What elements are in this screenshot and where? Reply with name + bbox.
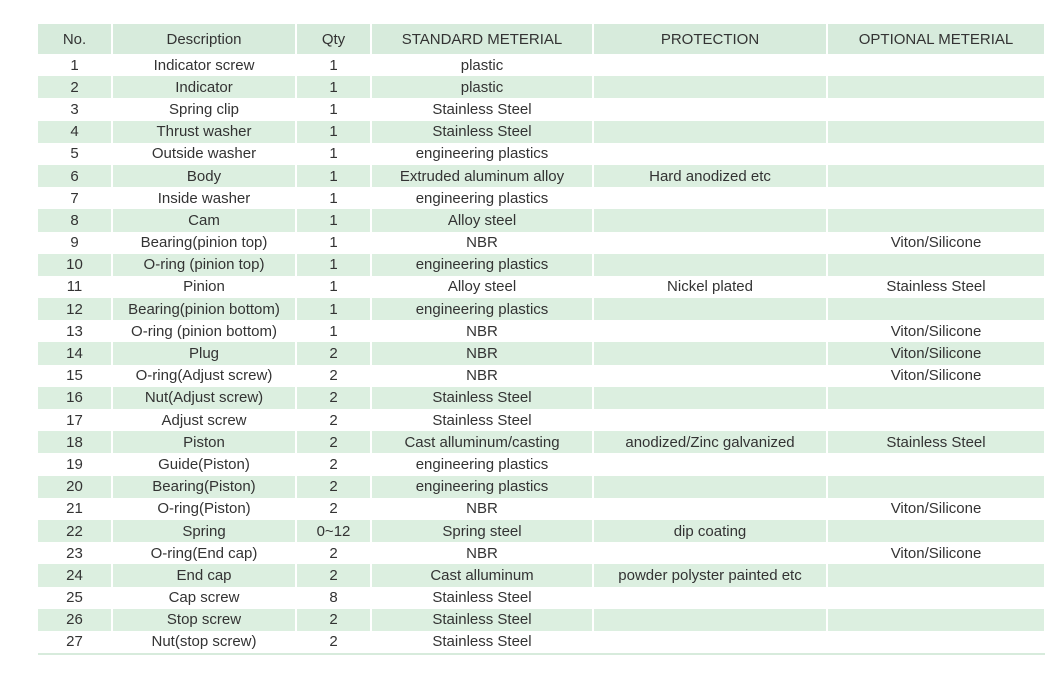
cell-qty: 1 [296, 232, 371, 254]
cell-optional-material [827, 453, 1045, 475]
table-row [38, 165, 1045, 187]
cell-protection: Hard anodized etc [593, 165, 827, 187]
table-row [38, 320, 1045, 342]
cell-qty: 2 [296, 631, 371, 654]
header-standard-material: STANDARD METERIAL [371, 24, 593, 54]
cell-optional-material: Stainless Steel [827, 431, 1045, 453]
cell-no: 15 [38, 365, 112, 387]
cell-standard-material: NBR [371, 542, 593, 564]
cell-protection [593, 76, 827, 98]
table-row [38, 365, 1045, 387]
cell-qty: 1 [296, 298, 371, 320]
cell-qty: 2 [296, 409, 371, 431]
cell-qty: 2 [296, 542, 371, 564]
header-row [38, 24, 1045, 54]
cell-no: 19 [38, 453, 112, 475]
table-row [38, 209, 1045, 231]
table-row [38, 609, 1045, 631]
table-row [38, 520, 1045, 542]
table-row [38, 143, 1045, 165]
cell-qty: 2 [296, 564, 371, 586]
cell-protection: powder polyster painted etc [593, 564, 827, 586]
cell-description: Indicator [112, 76, 296, 98]
cell-standard-material: engineering plastics [371, 476, 593, 498]
cell-optional-material [827, 76, 1045, 98]
cell-qty: 1 [296, 76, 371, 98]
cell-qty: 2 [296, 365, 371, 387]
cell-no: 2 [38, 76, 112, 98]
cell-no: 5 [38, 143, 112, 165]
cell-standard-material: Stainless Steel [371, 387, 593, 409]
cell-optional-material [827, 387, 1045, 409]
cell-qty: 2 [296, 387, 371, 409]
cell-description: Thrust washer [112, 121, 296, 143]
cell-qty: 8 [296, 587, 371, 609]
table-row [38, 431, 1045, 453]
cell-standard-material: Stainless Steel [371, 587, 593, 609]
cell-optional-material [827, 254, 1045, 276]
cell-qty: 2 [296, 476, 371, 498]
cell-no: 27 [38, 631, 112, 654]
cell-no: 18 [38, 431, 112, 453]
cell-standard-material: engineering plastics [371, 187, 593, 209]
cell-no: 7 [38, 187, 112, 209]
cell-standard-material: Spring steel [371, 520, 593, 542]
cell-protection [593, 409, 827, 431]
cell-optional-material: Viton/Silicone [827, 320, 1045, 342]
cell-standard-material: engineering plastics [371, 254, 593, 276]
cell-standard-material: engineering plastics [371, 143, 593, 165]
cell-description: O-ring (pinion top) [112, 254, 296, 276]
cell-protection [593, 320, 827, 342]
cell-qty: 2 [296, 431, 371, 453]
cell-standard-material: NBR [371, 365, 593, 387]
cell-standard-material: engineering plastics [371, 298, 593, 320]
cell-standard-material: Alloy steel [371, 209, 593, 231]
table-row [38, 76, 1045, 98]
cell-optional-material [827, 98, 1045, 120]
cell-standard-material: Extruded aluminum alloy [371, 165, 593, 187]
cell-protection: dip coating [593, 520, 827, 542]
cell-description: Guide(Piston) [112, 453, 296, 475]
cell-description: O-ring(Adjust screw) [112, 365, 296, 387]
cell-optional-material: Viton/Silicone [827, 542, 1045, 564]
cell-protection [593, 187, 827, 209]
cell-standard-material: NBR [371, 342, 593, 364]
cell-qty: 1 [296, 54, 371, 76]
cell-no: 1 [38, 54, 112, 76]
cell-optional-material [827, 298, 1045, 320]
cell-protection: anodized/Zinc galvanized [593, 431, 827, 453]
cell-protection [593, 498, 827, 520]
cell-no: 13 [38, 320, 112, 342]
cell-description: Bearing(pinion bottom) [112, 298, 296, 320]
cell-qty: 1 [296, 187, 371, 209]
cell-protection [593, 121, 827, 143]
cell-qty: 0~12 [296, 520, 371, 542]
cell-qty: 1 [296, 320, 371, 342]
table-row [38, 476, 1045, 498]
cell-qty: 2 [296, 453, 371, 475]
cell-description: Plug [112, 342, 296, 364]
table-row [38, 232, 1045, 254]
cell-description: Outside washer [112, 143, 296, 165]
cell-protection [593, 54, 827, 76]
cell-description: Nut(stop screw) [112, 631, 296, 654]
cell-description: Bearing(pinion top) [112, 232, 296, 254]
table-row [38, 54, 1045, 76]
table-row [38, 453, 1045, 475]
cell-description: Cam [112, 209, 296, 231]
cell-description: Indicator screw [112, 54, 296, 76]
cell-optional-material [827, 409, 1045, 431]
cell-description: Body [112, 165, 296, 187]
cell-standard-material: NBR [371, 498, 593, 520]
cell-description: Piston [112, 431, 296, 453]
cell-qty: 1 [296, 98, 371, 120]
cell-qty: 2 [296, 342, 371, 364]
cell-standard-material: plastic [371, 54, 593, 76]
table-row [38, 187, 1045, 209]
cell-description: Stop screw [112, 609, 296, 631]
cell-standard-material: plastic [371, 76, 593, 98]
cell-protection: Nickel plated [593, 276, 827, 298]
header-protection: PROTECTION [593, 24, 827, 54]
cell-no: 12 [38, 298, 112, 320]
cell-standard-material: Cast alluminum [371, 564, 593, 586]
cell-optional-material [827, 187, 1045, 209]
cell-optional-material: Viton/Silicone [827, 498, 1045, 520]
cell-qty: 1 [296, 165, 371, 187]
header-qty: Qty [296, 24, 371, 54]
cell-no: 3 [38, 98, 112, 120]
table-row [38, 564, 1045, 586]
cell-description: O-ring (pinion bottom) [112, 320, 296, 342]
table-row [38, 631, 1045, 654]
cell-protection [593, 609, 827, 631]
cell-protection [593, 143, 827, 165]
cell-standard-material: NBR [371, 320, 593, 342]
cell-protection [593, 453, 827, 475]
table-row [38, 409, 1045, 431]
cell-optional-material: Viton/Silicone [827, 365, 1045, 387]
table-row [38, 254, 1045, 276]
cell-qty: 1 [296, 276, 371, 298]
cell-description: O-ring(Piston) [112, 498, 296, 520]
cell-qty: 1 [296, 143, 371, 165]
cell-optional-material [827, 520, 1045, 542]
cell-optional-material [827, 54, 1045, 76]
cell-standard-material: Stainless Steel [371, 121, 593, 143]
cell-description: Cap screw [112, 587, 296, 609]
cell-optional-material [827, 209, 1045, 231]
cell-description: Bearing(Piston) [112, 476, 296, 498]
cell-description: O-ring(End cap) [112, 542, 296, 564]
cell-protection [593, 98, 827, 120]
cell-optional-material [827, 165, 1045, 187]
cell-protection [593, 631, 827, 654]
cell-no: 23 [38, 542, 112, 564]
cell-standard-material: Stainless Steel [371, 631, 593, 654]
cell-standard-material: Cast alluminum/casting [371, 431, 593, 453]
cell-optional-material: Stainless Steel [827, 276, 1045, 298]
header-no: No. [38, 24, 112, 54]
cell-no: 21 [38, 498, 112, 520]
table-row [38, 342, 1045, 364]
cell-no: 25 [38, 587, 112, 609]
cell-protection [593, 232, 827, 254]
cell-qty: 1 [296, 209, 371, 231]
parts-list-sheet [38, 24, 1045, 655]
cell-qty: 2 [296, 498, 371, 520]
cell-no: 20 [38, 476, 112, 498]
cell-protection [593, 387, 827, 409]
cell-description: Pinion [112, 276, 296, 298]
cell-protection [593, 209, 827, 231]
cell-no: 22 [38, 520, 112, 542]
cell-optional-material [827, 476, 1045, 498]
cell-optional-material [827, 631, 1045, 654]
cell-no: 8 [38, 209, 112, 231]
cell-no: 11 [38, 276, 112, 298]
parts-table-body [38, 54, 1045, 654]
cell-description: Adjust screw [112, 409, 296, 431]
cell-protection [593, 254, 827, 276]
cell-description: Spring [112, 520, 296, 542]
cell-qty: 1 [296, 121, 371, 143]
cell-optional-material [827, 121, 1045, 143]
table-row [38, 387, 1045, 409]
table-row [38, 98, 1045, 120]
cell-optional-material [827, 564, 1045, 586]
cell-no: 9 [38, 232, 112, 254]
cell-no: 17 [38, 409, 112, 431]
cell-standard-material: Alloy steel [371, 276, 593, 298]
cell-protection [593, 298, 827, 320]
cell-no: 10 [38, 254, 112, 276]
table-row [38, 498, 1045, 520]
cell-no: 24 [38, 564, 112, 586]
cell-qty: 1 [296, 254, 371, 276]
table-row [38, 121, 1045, 143]
cell-optional-material [827, 143, 1045, 165]
table-row [38, 542, 1045, 564]
table-row [38, 276, 1045, 298]
cell-protection [593, 476, 827, 498]
cell-optional-material: Viton/Silicone [827, 232, 1045, 254]
table-row [38, 587, 1045, 609]
cell-qty: 2 [296, 609, 371, 631]
table-row [38, 298, 1045, 320]
header-optional-material: OPTIONAL METERIAL [827, 24, 1045, 54]
cell-no: 14 [38, 342, 112, 364]
cell-description: Nut(Adjust screw) [112, 387, 296, 409]
header-description: Description [112, 24, 296, 54]
cell-description: Spring clip [112, 98, 296, 120]
cell-optional-material: Viton/Silicone [827, 342, 1045, 364]
cell-protection [593, 342, 827, 364]
cell-standard-material: Stainless Steel [371, 98, 593, 120]
cell-no: 16 [38, 387, 112, 409]
cell-no: 4 [38, 121, 112, 143]
parts-table-header [38, 24, 1045, 54]
parts-table [38, 24, 1045, 655]
cell-protection [593, 542, 827, 564]
cell-standard-material: Stainless Steel [371, 609, 593, 631]
cell-no: 26 [38, 609, 112, 631]
cell-optional-material [827, 609, 1045, 631]
cell-description: End cap [112, 564, 296, 586]
cell-no: 6 [38, 165, 112, 187]
cell-standard-material: NBR [371, 232, 593, 254]
cell-protection [593, 365, 827, 387]
cell-protection [593, 587, 827, 609]
cell-standard-material: Stainless Steel [371, 409, 593, 431]
cell-description: Inside washer [112, 187, 296, 209]
cell-optional-material [827, 587, 1045, 609]
cell-standard-material: engineering plastics [371, 453, 593, 475]
